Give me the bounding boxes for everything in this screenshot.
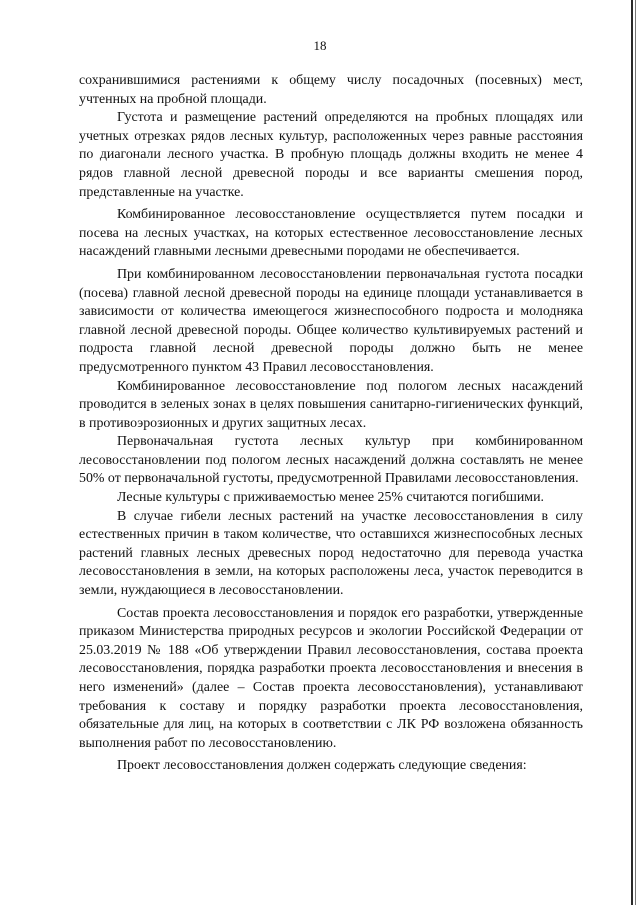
scan-edge-shadow (635, 0, 636, 905)
paragraph-10: Проект лесовосстановления должен содержать следующие сведения: (117, 758, 527, 774)
paragraph-5: Комбинированное лесовосстановление под пологом лесных насаждений проводится в зеленых зонах в целях повышения санитарно-гигиенических функций, в противоэрозионных и других защитных лесах. (79, 378, 583, 431)
paragraph-7: Лесные культуры с приживаемостью менее 25% считаются погибшими. (117, 490, 545, 506)
paragraph-3: Комбинированное лесовосстановление осуществляется путем посадки и посева на лесных участках, на которых естественное лесовосстановление лесных насаждений главными лесными древесными породами не обеспечивается. (79, 207, 583, 260)
document-body (79, 72, 583, 776)
paragraph-6: Первоначальная густота лесных культур при комбинированном лесовосстановлении под пологом лесных насаждений должна составлять не менее 50% от первоначальной густоты, предусмотренной Правилами лесовосстановления. (79, 434, 583, 487)
page-number: 18 (313, 38, 327, 53)
paragraph-9: Состав проекта лесовосстановления и порядок его разработки, утвержденные приказом Министерства природных ресурсов и экологии Российской Федерации от 25.03.2019 № 188 «Об утверждении Правил лесовосстановления, состава проекта лесовосстановления, порядка разработки проекта лесовосстановления и внесения в него изменений» (далее – Состав проекта лесовосстановления), устанавливают требования к составу и порядку разработки проекта лесовосстановления, обязательные для лиц, на которых в соответствии с ЛК РФ возложена обязанность выполнения работ по лесовосстановлению. (79, 605, 583, 751)
paragraph-4: При комбинированном лесовосстановлении первоначальная густота посадки (посева) главной лесной древесной породы на единице площади устанавливается в зависимости от количества имеющегося жизнеспособного подроста и молодняка главной лесной древесной породы. Общее количество культивируемых растений и подроста главной лесной древесной породы должно быть не менее предусмотренного пунктом 43 Правил лесовосстановления. (79, 266, 583, 375)
paragraph-1: сохранившимися растениями к общему числу посадочных (посевных) мест, учтенных на пробной площади. (79, 73, 583, 107)
scan-edge-line (631, 0, 633, 905)
paragraph-8: В случае гибели лесных растений на участке лесовосстановления в силу естественных причин в таком количестве, что оставшихся жизнеспособных лесных растений главных лесных древесных пород недостаточно для перевода участка лесовосстановления в земли, на которых расположены леса, участок переводится в земли, нуждающиеся в лесовосстановлении. (79, 508, 583, 599)
paragraph-2: Густота и размещение растений определяются на пробных площадях или учетных отрезках рядов лесных культур, расположенных через равные расстояния по диагонали лесного участка. В пробную площадь должны входить не менее 4 рядов главной лесной древесной породы и все варианты смешения пород, представленные на участке. (79, 110, 583, 200)
